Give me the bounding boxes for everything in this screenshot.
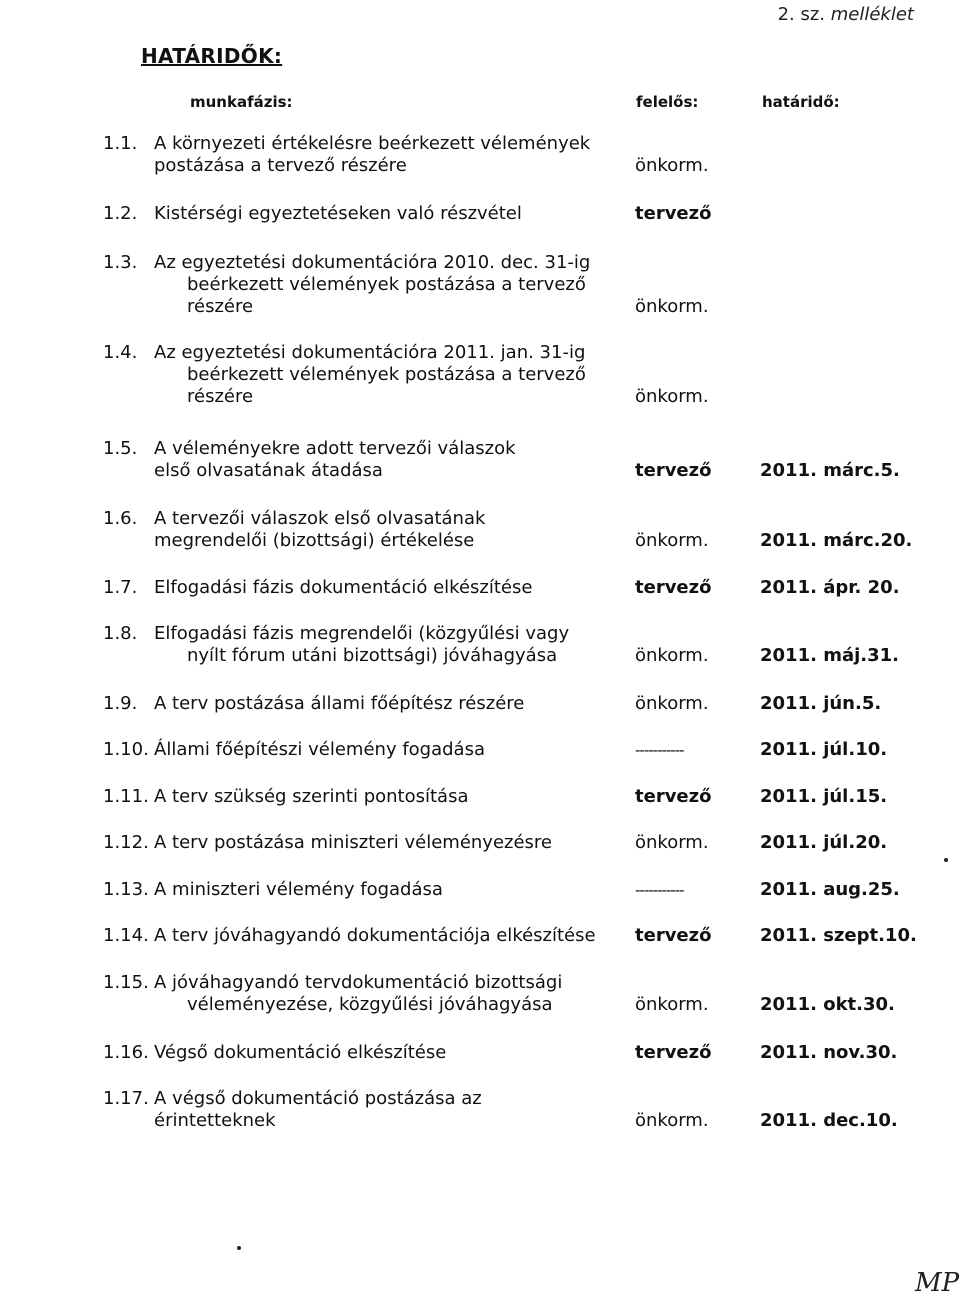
row-number: 1.6. xyxy=(103,508,138,529)
row-responsible: tervező xyxy=(635,786,712,807)
row-number: 1.3. xyxy=(103,252,138,273)
row-number: 1.11. xyxy=(103,786,149,807)
row-number: 1.4. xyxy=(103,342,138,363)
row-description: A terv postázása állami főépítész részére xyxy=(154,693,525,714)
row-number: 1.16. xyxy=(103,1042,149,1063)
row-number: 1.13. xyxy=(103,879,149,900)
annex-prefix: 2. sz. xyxy=(777,4,826,25)
row-description: Az egyeztetési dokumentációra 2011. jan. 31-ig beérkezett vélemények postázása a tervező részére xyxy=(154,342,586,407)
row-responsible: tervező xyxy=(635,577,712,598)
row-responsible: önkorm. xyxy=(635,386,709,407)
row-deadline: 2011. júl.10. xyxy=(760,739,888,760)
row-deadline: 2011. márc.5. xyxy=(760,460,900,481)
annex-word: melléklet xyxy=(830,4,914,25)
row-description: A terv szükség szerinti pontosítása xyxy=(154,786,469,807)
row-description: A terv jóváhagyandó dokumentációja elkészítése xyxy=(154,925,596,946)
row-responsible: tervező xyxy=(635,1042,712,1063)
row-deadline: 2011. júl.15. xyxy=(760,786,888,807)
stray-dot xyxy=(237,1246,241,1250)
row-number: 1.5. xyxy=(103,438,138,459)
row-description: Kistérségi egyeztetéseken való részvétel xyxy=(154,203,522,224)
row-description: Elfogadási fázis dokumentáció elkészítése xyxy=(154,577,533,598)
row-deadline: 2011. márc.20. xyxy=(760,530,913,551)
row-number: 1.10. xyxy=(103,739,149,760)
stray-dot xyxy=(944,858,948,862)
row-number: 1.1. xyxy=(103,133,138,154)
row-deadline: 2011. nov.30. xyxy=(760,1042,898,1063)
row-responsible: önkorm. xyxy=(635,994,709,1015)
signature-initials: MP xyxy=(915,1268,960,1298)
row-number: 1.2. xyxy=(103,203,138,224)
row-deadline: 2011. dec.10. xyxy=(760,1110,898,1131)
header-responsible: felelős: xyxy=(636,93,699,111)
row-number: 1.9. xyxy=(103,693,138,714)
row-description: A jóváhagyandó tervdokumentáció bizottsági véleményezése, közgyűlési jóváhagyása xyxy=(154,972,563,1015)
row-responsible: ----------- xyxy=(635,881,684,899)
row-description: A végső dokumentáció postázása az érintetteknek xyxy=(154,1088,482,1131)
row-number: 1.15. xyxy=(103,972,149,993)
row-responsible: tervező xyxy=(635,925,712,946)
row-number: 1.7. xyxy=(103,577,138,598)
row-description: A véleményekre adott tervezői válaszok első olvasatának átadása xyxy=(154,438,516,481)
row-number: 1.8. xyxy=(103,623,138,644)
row-deadline: 2011. aug.25. xyxy=(760,879,900,900)
row-deadline: 2011. szept.10. xyxy=(760,925,917,946)
row-description: A terv postázása miniszteri véleményezésre xyxy=(154,832,553,853)
row-responsible: tervező xyxy=(635,203,712,224)
row-description: A miniszteri vélemény fogadása xyxy=(154,879,443,900)
row-deadline: 2011. ápr. 20. xyxy=(760,577,900,598)
row-responsible: önkorm. xyxy=(635,1110,709,1131)
row-deadline: 2011. máj.31. xyxy=(760,645,899,666)
row-responsible: önkorm. xyxy=(635,530,709,551)
row-responsible: önkorm. xyxy=(635,693,709,714)
row-responsible: önkorm. xyxy=(635,645,709,666)
row-description: Az egyeztetési dokumentációra 2010. dec. 31-ig beérkezett vélemények postázása a tervező részére xyxy=(154,252,591,317)
row-responsible: tervező xyxy=(635,460,712,481)
row-deadline: 2011. jún.5. xyxy=(760,693,882,714)
row-description: Állami főépítészi vélemény fogadása xyxy=(154,739,485,760)
row-number: 1.17. xyxy=(103,1088,149,1109)
row-number: 1.12. xyxy=(103,832,149,853)
row-responsible: ----------- xyxy=(635,741,684,759)
header-deadline: határidő: xyxy=(762,93,840,111)
row-responsible: önkorm. xyxy=(635,155,709,176)
row-description: A környezeti értékelésre beérkezett vélemények postázása a tervező részére xyxy=(154,133,591,176)
page-title: HATÁRIDŐK: xyxy=(141,44,283,68)
header-phase: munkafázis: xyxy=(190,93,293,111)
row-deadline: 2011. okt.30. xyxy=(760,994,895,1015)
row-description: A tervezői válaszok első olvasatának megrendelői (bizottsági) értékelése xyxy=(154,508,486,551)
row-description: Végső dokumentáció elkészítése xyxy=(154,1042,447,1063)
row-responsible: önkorm. xyxy=(635,832,709,853)
row-description: Elfogadási fázis megrendelői (közgyűlési vagy nyílt fórum utáni bizottsági) jóváhagyása xyxy=(154,623,570,666)
row-deadline: 2011. júl.20. xyxy=(760,832,888,853)
row-responsible: önkorm. xyxy=(635,296,709,317)
row-number: 1.14. xyxy=(103,925,149,946)
